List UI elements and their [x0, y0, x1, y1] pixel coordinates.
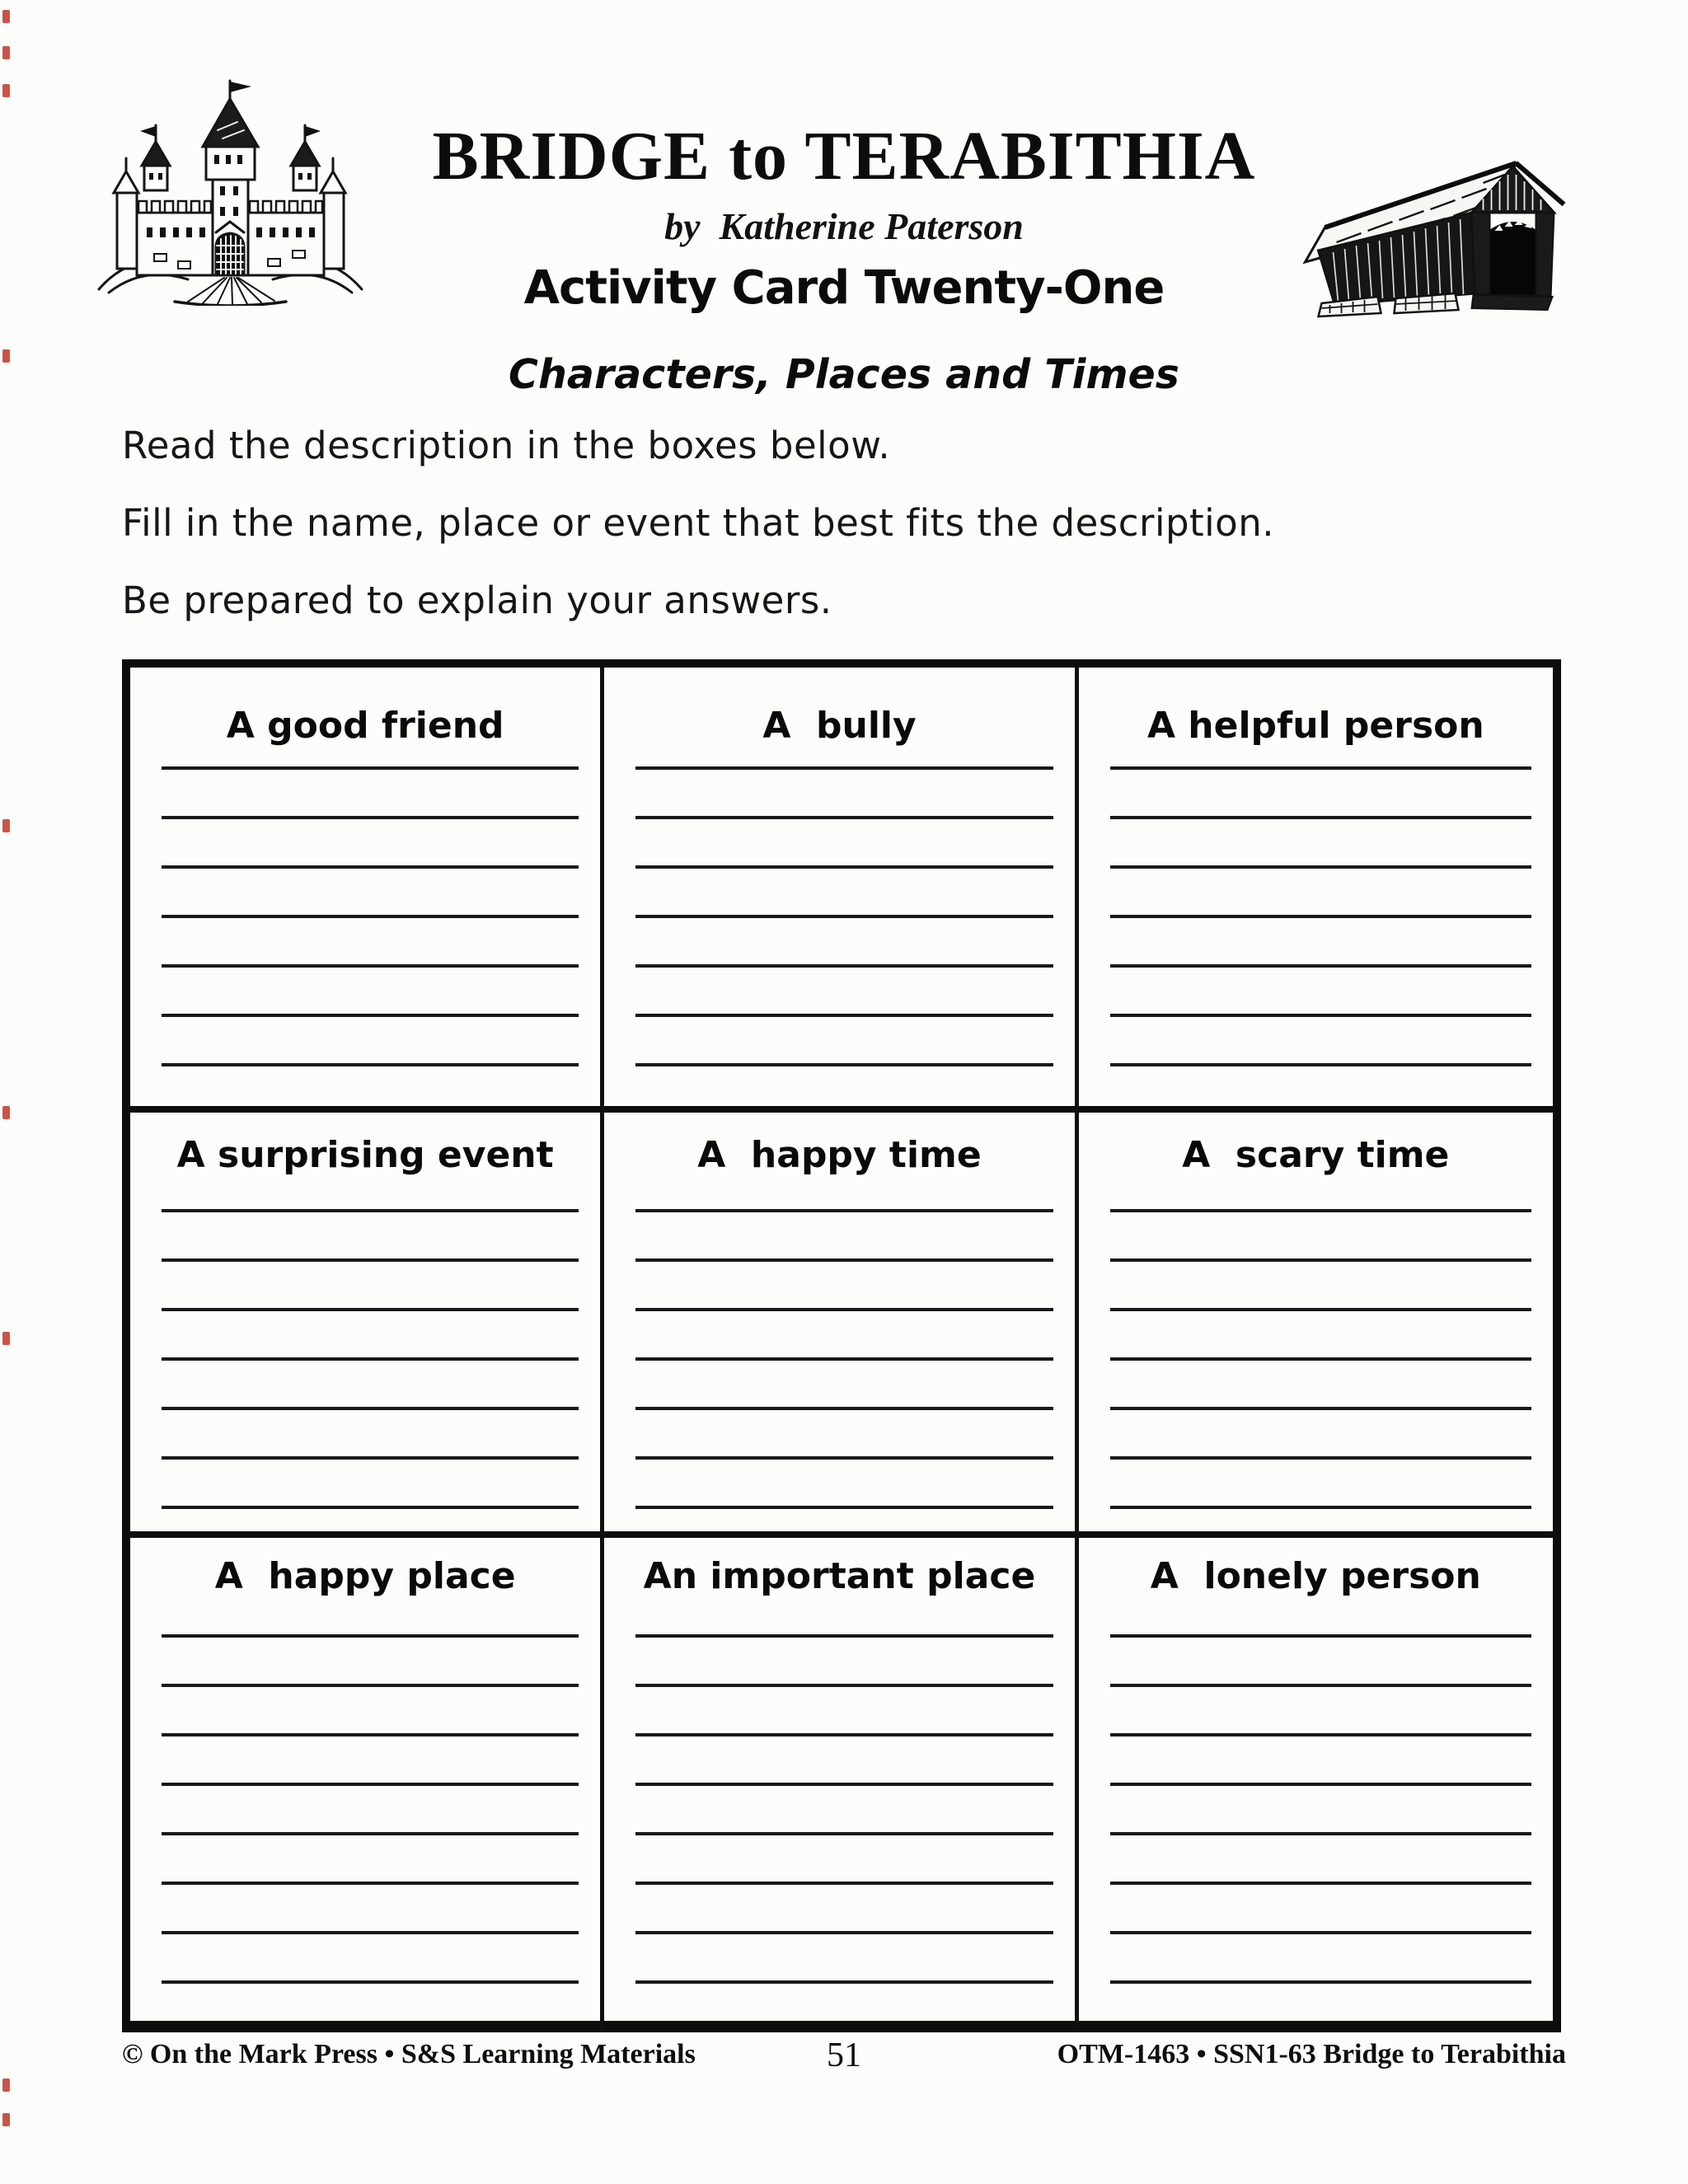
instruction-line: Fill in the name, place or event that best fits the description. [122, 501, 1275, 545]
write-line [1110, 865, 1531, 915]
write-line [1110, 1209, 1531, 1258]
cell-heading: A surprising event [176, 1134, 554, 1176]
write-line [162, 816, 579, 865]
write-line [1110, 915, 1531, 964]
cell-heading: A happy time [697, 1134, 982, 1176]
cell-heading: A scary time [1182, 1134, 1450, 1176]
scan-artifact [2, 1106, 10, 1119]
write-line [635, 1209, 1053, 1258]
write-line [1110, 1357, 1531, 1407]
scan-artifact [2, 819, 10, 832]
write-line [635, 1407, 1053, 1456]
write-line [1110, 1014, 1531, 1063]
write-line [1110, 1832, 1531, 1882]
write-line [1110, 1783, 1531, 1832]
scan-artifact [2, 1332, 10, 1345]
write-line [1110, 1733, 1531, 1783]
cell-heading: A lonely person [1150, 1555, 1481, 1597]
write-line [1110, 1980, 1531, 2030]
write-line [1110, 1308, 1531, 1357]
write-line [635, 1931, 1053, 1980]
write-line [162, 1980, 579, 2030]
write-line [635, 1684, 1053, 1733]
grid-cell [604, 1113, 1078, 1538]
write-line [162, 1258, 579, 1308]
write-line [635, 1980, 1053, 2030]
scan-artifact [2, 2113, 10, 2126]
write-line [635, 1357, 1053, 1407]
write-line [635, 865, 1053, 915]
write-line [162, 1882, 579, 1931]
instruction-line: Be prepared to explain your answers. [122, 579, 832, 622]
write-line [635, 1783, 1053, 1832]
write-lines [130, 1634, 600, 2030]
activity-grid [122, 659, 1561, 2032]
grid-cell [130, 668, 604, 1113]
write-line [162, 1014, 579, 1063]
write-line [635, 915, 1053, 964]
write-line [635, 816, 1053, 865]
write-line [1110, 1063, 1531, 1113]
page-title: BRIDGE to TERABITHIA [432, 118, 1256, 194]
scan-artifact [2, 84, 10, 97]
write-line [162, 766, 579, 816]
write-line [162, 1684, 579, 1733]
write-line [1110, 1456, 1531, 1506]
write-line [635, 1832, 1053, 1882]
write-line [162, 1634, 579, 1684]
write-line [635, 1014, 1053, 1063]
grid-cell [604, 1538, 1078, 2030]
grid-cell [130, 1113, 604, 1538]
write-line [635, 1063, 1053, 1113]
cell-heading: A good friend [226, 705, 504, 747]
grid-cell [604, 668, 1078, 1113]
write-line [162, 1407, 579, 1456]
write-lines [130, 766, 600, 1113]
write-line [162, 1783, 579, 1832]
write-line [1110, 1684, 1531, 1733]
write-line [1110, 1407, 1531, 1456]
write-line [635, 1258, 1053, 1308]
write-line [1110, 1258, 1531, 1308]
scan-artifact [2, 46, 10, 59]
instruction-line: Read the description in the boxes below. [122, 424, 891, 467]
write-lines [1079, 1634, 1553, 2030]
scan-artifact [2, 10, 10, 23]
write-line [162, 1456, 579, 1506]
write-line [1110, 1634, 1531, 1684]
scan-artifact [2, 2079, 10, 2092]
byline: by Katherine Paterson [664, 205, 1024, 247]
page-number: 51 [827, 2036, 861, 2074]
cell-heading: An important place [643, 1555, 1036, 1597]
cell-heading: A helpful person [1146, 705, 1484, 747]
write-line [162, 865, 579, 915]
write-line [635, 964, 1053, 1014]
write-line [635, 1308, 1053, 1357]
subtitle: Characters, Places and Times [509, 351, 1179, 398]
write-line [162, 1357, 579, 1407]
write-line [162, 1832, 579, 1882]
write-line [1110, 1882, 1531, 1931]
write-line [1110, 816, 1531, 865]
write-lines [604, 766, 1074, 1113]
write-lines [604, 1634, 1074, 2030]
write-line [162, 915, 579, 964]
write-line [162, 1063, 579, 1113]
write-line [162, 1308, 579, 1357]
write-line [635, 1882, 1053, 1931]
footer-copyright: © On the Mark Press • S&S Learning Materials [122, 2039, 696, 2069]
write-line [635, 1733, 1053, 1783]
write-line [1110, 1931, 1531, 1980]
write-line [162, 1931, 579, 1980]
write-line [162, 1209, 579, 1258]
cell-heading: A happy place [214, 1555, 516, 1597]
write-lines [130, 1209, 600, 1555]
grid-cell [1079, 1538, 1553, 2030]
write-line [1110, 766, 1531, 816]
grid-cell [130, 1538, 604, 2030]
write-lines [1079, 766, 1553, 1113]
write-line [162, 964, 579, 1014]
write-lines [1079, 1209, 1553, 1555]
grid-cell [1079, 1113, 1553, 1538]
write-line [635, 766, 1053, 816]
cell-heading: A bully [762, 705, 917, 747]
card-title: Activity Card Twenty-One [523, 261, 1165, 315]
footer [122, 2036, 1566, 2080]
write-line [635, 1634, 1053, 1684]
grid-cell [1079, 668, 1553, 1113]
write-lines [604, 1209, 1074, 1555]
footer-product-code: OTM-1463 • SSN1-63 Bridge to Terabithia [1057, 2039, 1566, 2069]
write-line [1110, 964, 1531, 1014]
write-line [635, 1456, 1053, 1506]
write-line [162, 1733, 579, 1783]
